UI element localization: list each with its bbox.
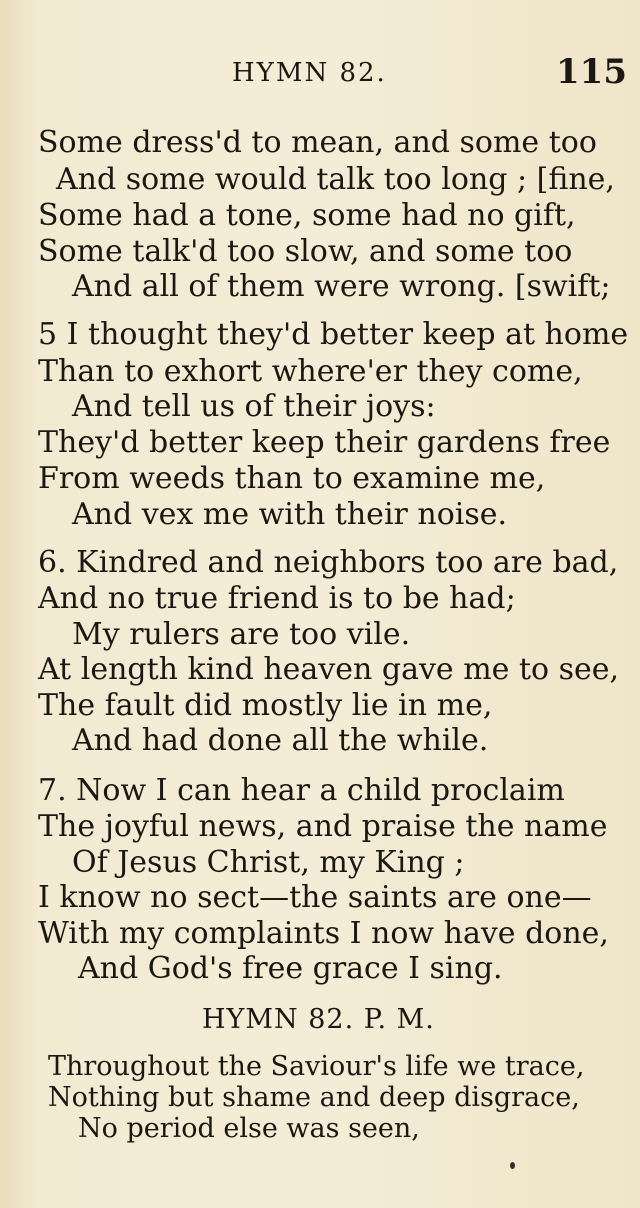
hymn-line: And no true friend is to be had; <box>38 581 516 616</box>
hymn-line: And tell us of their joys: <box>72 389 436 424</box>
hymn-line: With my complaints I now have done, <box>38 916 609 951</box>
hymn-line: I know no sect—the saints are one— <box>38 880 592 915</box>
hymn-line: At length kind heaven gave me to see, <box>38 652 620 687</box>
page-number: 115 <box>556 52 627 92</box>
hymn-line: And all of them were wrong. [swift; <box>72 269 611 304</box>
hymn-line: And had done all the while. <box>72 723 489 758</box>
hymn-line: 7. Now I can hear a child proclaim <box>38 773 565 808</box>
hymn-line: No period else was seen, <box>78 1113 420 1144</box>
hymn-line: Throughout the Saviour's life we trace, <box>48 1051 585 1082</box>
hymn-line: Some talk'd too slow, and some too <box>38 234 573 269</box>
hymn-line: The fault did mostly lie in me, <box>38 688 493 723</box>
hymn-line: They'd better keep their gardens free <box>38 425 611 460</box>
hymn-line: Some had a tone, some had no gift, <box>38 198 576 233</box>
ink-speck <box>510 1162 515 1169</box>
running-title: HYMN 82. <box>232 58 387 88</box>
hymn-line: And God's free grace I sing. <box>78 951 503 986</box>
hymn-line: The joyful news, and praise the name <box>38 809 608 844</box>
hymn-line: Some dress'd to mean, and some too <box>38 125 597 160</box>
hymn-line: 6. Kindred and neighbors too are bad, <box>38 545 619 580</box>
page-header <box>0 52 640 96</box>
hymn-line: My rulers are too vile. <box>72 617 411 652</box>
hymn-line: 5 I thought they'd better keep at home <box>38 317 629 352</box>
hymn-line: Than to exhort where'er they come, <box>38 354 583 389</box>
hymn-line: From weeds than to examine me, <box>38 461 546 496</box>
hymn-line: Nothing but shame and deep disgrace, <box>48 1082 580 1113</box>
hymn-title: HYMN 82. P. M. <box>202 1004 435 1035</box>
hymn-line: Of Jesus Christ, my King ; <box>72 845 465 880</box>
hymn-line: And some would talk too long ; [fine, <box>56 162 615 197</box>
hymn-line: And vex me with their noise. <box>72 497 508 532</box>
